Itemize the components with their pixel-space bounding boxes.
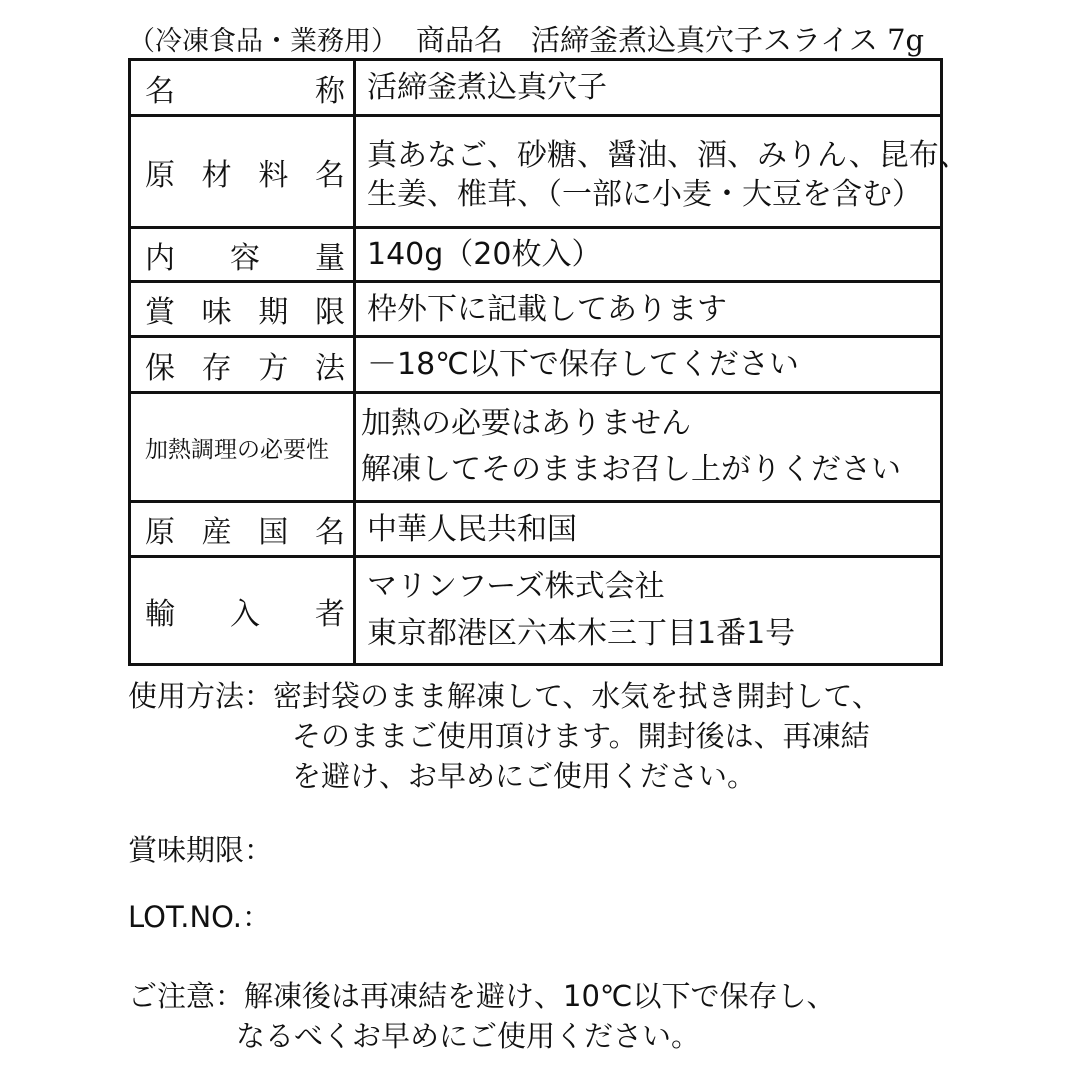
row-key: 内容量 [145,240,345,276]
row-value: 活締釜煮込真穴子 [367,70,607,105]
row-value: 枠外下に記載してあります [367,291,727,327]
best-before-label: 賞味期限： [128,833,274,867]
caution-line: なるべくお早めにご使用ください。 [236,1019,701,1054]
row-key: 加熱調理の必要性 [145,436,329,463]
table-row-ingredients [131,114,969,226]
usage-line: そのままご使用頂けます。開封後は、再凍結 [292,719,870,754]
row-value-line: 加熱の必要はありません [361,405,691,441]
row-value-line: マリンフーズ株式会社 [367,569,665,604]
row-key: 保存方法 [145,350,345,386]
row-key: 原材料名 [145,157,345,193]
row-value-line: 東京都港区六本木三丁目1番1号 [367,615,796,651]
row-key: 名称 [145,73,345,109]
row-value-line: 真あなご、砂糖、醤油、酒、みりん、昆布、 [367,137,969,173]
label-table [128,58,969,666]
table-row-storage [131,335,940,391]
product-header [128,18,924,59]
usage-line: を避け、お早めにご使用ください。 [292,759,757,794]
product-name: 活締釜煮込真穴子スライス [531,23,878,57]
lot-number-field [128,897,271,937]
usage-line: 密封袋のまま解凍して、水気を拭き開封して、 [273,679,881,713]
table-row-origin [131,500,940,555]
row-value: 140g（20枚入） [367,237,602,272]
caution-label: ご注意： [128,979,245,1013]
table-row-contents [131,226,940,280]
table-row-name [131,61,940,114]
usage-label: 使用方法： [128,679,274,713]
caution-note [128,976,836,1056]
lot-number-label: LOT.NO.： [128,900,272,934]
caution-line: 解凍後は再凍結を避け、10℃以下で保存し、 [244,979,836,1013]
table-row-heating [131,391,940,500]
best-before-field [128,830,273,870]
table-row-best-before [131,280,940,335]
row-value-line: 解凍してそのままお召し上がりください [361,452,901,487]
usage-note [128,676,881,796]
table-row-importer [131,555,940,663]
category-text: （冷凍食品・業務用） [128,26,398,57]
product-weight: 7g [887,23,925,57]
row-key: 原産国名 [145,515,345,550]
row-key: 賞味期限 [145,295,345,330]
row-value: 中華人民共和国 [367,511,577,547]
product-name-label: 商品名 [416,23,504,57]
row-key: 輸入者 [145,596,345,632]
row-value-line: 生姜、椎茸、（一部に小麦・大豆を含む） [367,176,922,212]
row-value: －18℃以下で保存してください [367,347,799,382]
